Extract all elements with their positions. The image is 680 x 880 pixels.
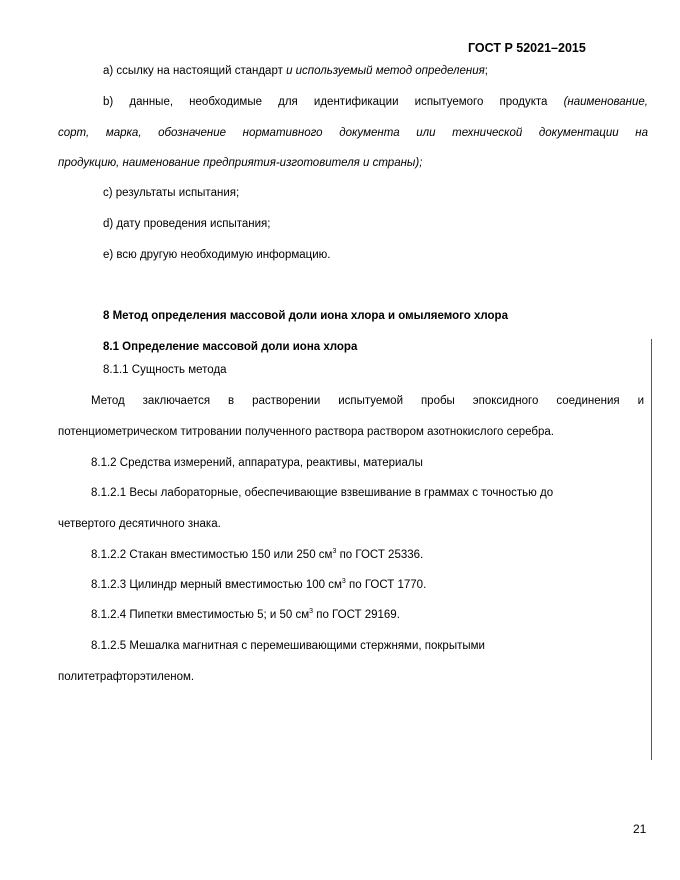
clause-8-1-2-4-text: 8.1.2.4 Пипетки вместимостью 5; и 50 см [91, 609, 310, 621]
clause-8-1-2-3-tail: по ГОСТ 1770. [345, 579, 427, 591]
clause-8-1-2-5-line1: 8.1.2.5 Мешалка магнитная с перемешивающими стержнями, покрытыми [91, 640, 485, 652]
list-item-d: d) дату проведения испытания; [103, 218, 271, 230]
change-bar [651, 339, 652, 760]
clause-8-1-1: 8.1.1 Сущность метода [103, 364, 227, 376]
clause-8-1-2-5-line2: политетрафторэтиленом. [58, 671, 195, 683]
clause-8-1-2-2 [91, 548, 423, 562]
section-8-1-heading: 8.1 Определение массовой доли иона хлора [103, 341, 358, 353]
clause-8-1-2-3 [91, 578, 426, 592]
clause-8-1-2-2-text: 8.1.2.2 Стакан вместимостью 150 или 250 см [91, 549, 333, 561]
page-number: 21 [633, 822, 647, 836]
list-item-a-tail: ; [484, 65, 488, 77]
clause-8-1-2: 8.1.2 Средства измерений, аппаратура, реактивы, материалы [91, 457, 423, 469]
list-item-a-italic: и используемый метод определения [286, 65, 485, 77]
list-item-b-line3: продукцию, наименование предприятия-изготовителя и страны); [58, 157, 423, 169]
section-8-heading: 8 Метод определения массовой доли иона хлора и омыляемого хлора [103, 310, 508, 322]
list-item-a [103, 64, 488, 78]
list-item-e: e) всю другую необходимую информацию. [103, 249, 331, 261]
clause-8-1-2-2-sup: 3 [332, 548, 337, 555]
clause-8-1-2-4 [91, 608, 400, 622]
clause-8-1-2-3-sup: 3 [341, 578, 346, 585]
list-item-b-text: b) данные, необходимые для идентификации испытуемого продукта [103, 96, 564, 108]
list-item-c: c) результаты испытания; [103, 187, 240, 199]
list-item-a-text: а) ссылку на настоящий стандарт [103, 65, 287, 77]
clause-8-1-2-4-sup: 3 [309, 608, 314, 615]
clause-8-1-2-1-line1: 8.1.2.1 Весы лабораторные, обеспечивающие взвешивание в граммах с точностью до [91, 487, 554, 499]
standard-header: ГОСТ Р 52021–2015 [468, 41, 586, 55]
list-item-b-line2: сорт, марка, обозначение нормативного документа или технической документации на [58, 127, 648, 139]
method-line-1: Метод заключается в растворении испытуемой пробы эпоксидного соединения и [91, 395, 644, 407]
clause-8-1-2-3-text: 8.1.2.3 Цилиндр мерный вместимостью 100 см [91, 579, 342, 591]
method-line-2: потенциометрическом титровании полученного раствора раствором азотнокислого серебра. [58, 426, 554, 438]
list-item-b-line1 [103, 95, 648, 109]
list-item-b-italic: (наименование, [563, 96, 648, 108]
clause-8-1-2-1-line2: четвертого десятичного знака. [58, 518, 221, 530]
clause-8-1-2-4-tail: по ГОСТ 29169. [313, 609, 400, 621]
clause-8-1-2-2-tail: по ГОСТ 25336. [336, 549, 424, 561]
